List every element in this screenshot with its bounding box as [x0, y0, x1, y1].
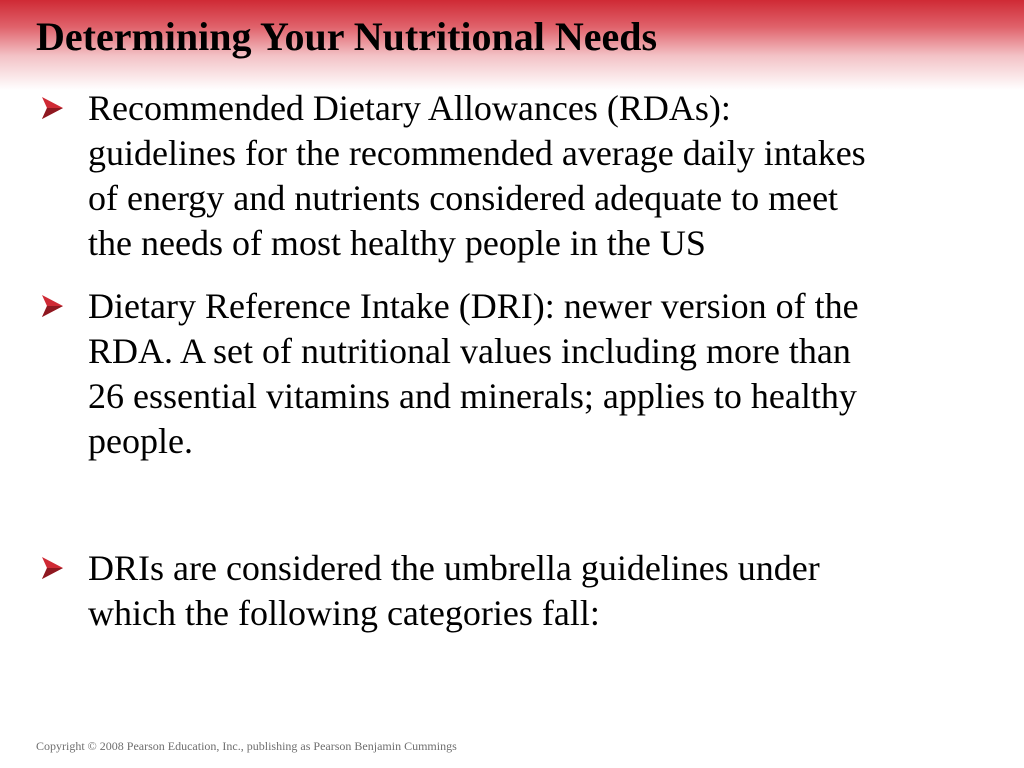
bullet-text: [88, 546, 988, 636]
bullet-text: [88, 86, 988, 266]
arrow-bullet-icon: [38, 292, 66, 320]
copyright-footer: Copyright © 2008 Pearson Education, Inc., publishing as Pearson Benjamin Cummings: [36, 739, 457, 753]
arrow-bullet-icon: [38, 94, 66, 122]
bullet-line: of energy and nutrients considered adequate to meet: [88, 178, 839, 218]
bullet-line: Dietary Reference Intake (DRI): newer version of the: [88, 286, 859, 326]
bullet-line: people.: [88, 421, 193, 461]
bullet-line: DRIs are considered the umbrella guidelines under: [88, 548, 820, 588]
bullet-line: Recommended Dietary Allowances (RDAs):: [88, 88, 731, 128]
bullet-line: 26 essential vitamins and minerals; applies to healthy: [88, 376, 857, 416]
bullet-line: which the following categories fall:: [88, 593, 600, 633]
bullet-text: [88, 284, 988, 464]
slide-title: Determining Your Nutritional Needs: [36, 14, 658, 59]
bullet-line: RDA. A set of nutritional values including more than: [88, 331, 851, 371]
bullet-line: the needs of most healthy people in the US: [88, 223, 706, 263]
bullet-line: guidelines for the recommended average daily intakes: [88, 133, 866, 173]
arrow-bullet-icon: [38, 554, 66, 582]
